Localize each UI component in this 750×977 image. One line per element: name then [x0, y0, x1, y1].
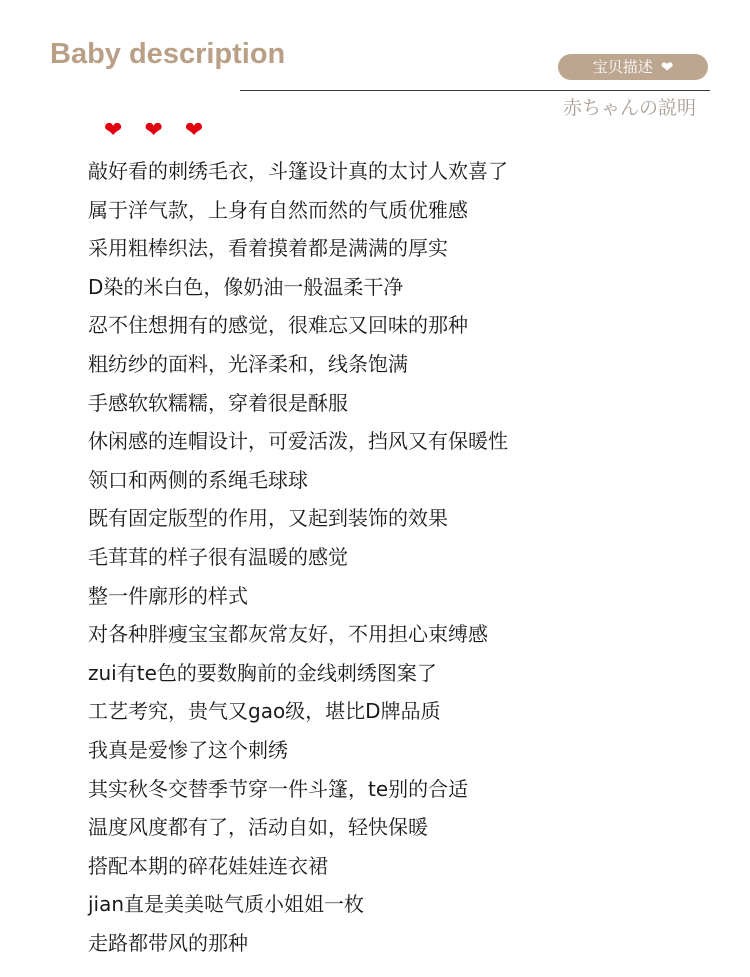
description-line: 我真是爱惨了这个刺绣: [88, 737, 288, 762]
description-line: 工艺考究，贵气又gao级，堪比D牌品质: [88, 699, 441, 724]
description-line: D染的米白色，像奶油一般温柔干净: [88, 274, 404, 299]
hearts-row: [104, 118, 203, 144]
description-line: 忍不住想拥有的感觉，很难忘又回味的那种: [88, 313, 468, 338]
description-line: 毛茸茸的样子很有温暖的感觉: [88, 544, 348, 569]
description-line: 领口和两侧的系绳毛球球: [88, 467, 308, 492]
subtitle-jp: 赤ちゃんの説明: [562, 97, 696, 119]
heart-icon: ❤: [104, 118, 123, 143]
description-line: 搭配本期的碎花娃娃连衣裙: [88, 853, 328, 878]
description-line: 属于洋气款，上身有自然而然的气质优雅感: [88, 197, 468, 222]
description-line: 手感软软糯糯，穿着很是酥服: [88, 390, 348, 415]
badge-label: 宝贝描述: [592, 58, 653, 76]
heart-icon: ❤: [660, 58, 674, 76]
page-title: Baby description: [50, 38, 286, 70]
section-badge: [558, 54, 708, 80]
description-line: 敲好看的刺绣毛衣，斗篷设计真的太讨人欢喜了: [88, 159, 508, 183]
heart-icon: ❤: [184, 118, 204, 143]
description-list: [88, 152, 508, 962]
description-line: 其实秋冬交替季节穿一件斗篷，te别的合适: [88, 776, 469, 801]
description-line: 走路都带风的那种: [88, 930, 248, 955]
description-line: jian直是美美哒气质小姐姐一枚: [88, 892, 365, 917]
heart-icon: ❤: [144, 118, 163, 143]
description-line: 整一件廓形的样式: [88, 583, 248, 608]
description-line: 休闲感的连帽设计，可爱活泼，挡风又有保暖性: [88, 429, 508, 454]
description-line: 既有固定版型的作用，又起到装饰的效果: [88, 506, 448, 531]
description-line: 采用粗棒织法，看着摸着都是满满的厚实: [88, 236, 448, 261]
description-line: 对各种胖瘦宝宝都灰常友好，不用担心束缚感: [88, 622, 488, 647]
description-line: 温度风度都有了，活动自如，轻快保暖: [88, 815, 428, 840]
description-line: 粗纺纱的面料，光泽柔和，线条饱满: [88, 351, 408, 376]
description-line: zui有te色的要数胸前的金线刺绣图案了: [88, 660, 437, 685]
divider: [240, 90, 710, 91]
